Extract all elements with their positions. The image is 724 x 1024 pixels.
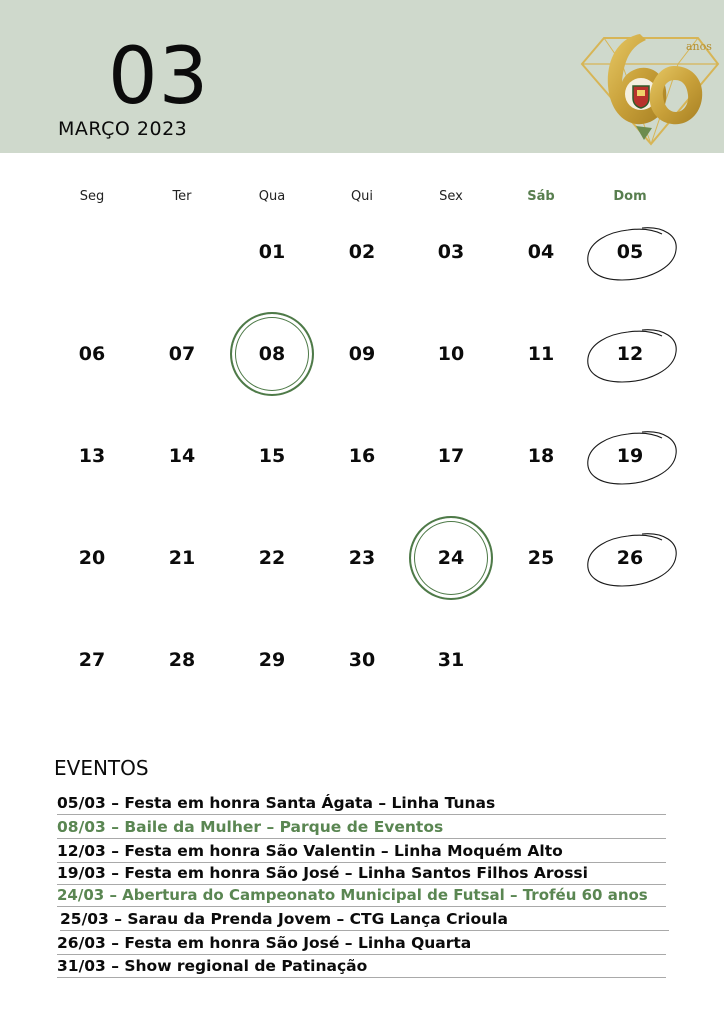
calendar-day-29: 29 [258, 649, 286, 671]
events-title: EVENTOS [54, 756, 149, 780]
event-item: 24/03 – Abertura do Campeonato Municipal de Futsal – Troféu 60 anos [57, 884, 666, 907]
calendar-day-27: 27 [78, 649, 106, 671]
weekday-header: Qui [350, 189, 374, 204]
calendar-day-19: 19 [616, 445, 644, 467]
weekday-header: Dom [613, 189, 647, 204]
calendar-day-14: 14 [168, 445, 196, 467]
month-label: MARÇO 2023 [58, 118, 188, 140]
calendar-day-03: 03 [437, 241, 465, 263]
weekday-header: Seg [79, 189, 105, 204]
calendar-day-02: 02 [348, 241, 376, 263]
calendar-day-25: 25 [527, 547, 555, 569]
calendar-day-15: 15 [258, 445, 286, 467]
header-band [0, 0, 724, 153]
calendar-day-17: 17 [437, 445, 465, 467]
calendar-day-20: 20 [78, 547, 106, 569]
event-item: 31/03 – Show regional de Patinação [57, 955, 666, 978]
calendar-day-18: 18 [527, 445, 555, 467]
calendar-day-24: 24 [437, 547, 465, 569]
event-item: 05/03 – Festa em honra Santa Ágata – Linha Tunas [57, 792, 666, 815]
calendar-day-22: 22 [258, 547, 286, 569]
calendar-day-31: 31 [437, 649, 465, 671]
anniversary-crest-icon [578, 28, 722, 148]
calendar-day-07: 07 [168, 343, 196, 365]
calendar-day-11: 11 [527, 343, 555, 365]
calendar-day-01: 01 [258, 241, 286, 263]
calendar-day-26: 26 [616, 547, 644, 569]
weekday-header: Ter [172, 189, 192, 204]
calendar-day-28: 28 [168, 649, 196, 671]
event-item: 25/03 – Sarau da Prenda Jovem – CTG Lança Crioula [60, 908, 669, 931]
weekday-header: Sáb [527, 189, 555, 204]
calendar-day-16: 16 [348, 445, 376, 467]
weekday-header: Qua [258, 189, 286, 204]
calendar-day-09: 09 [348, 343, 376, 365]
event-item: 12/03 – Festa em honra São Valentin – Linha Moquém Alto [57, 840, 666, 863]
calendar-day-23: 23 [348, 547, 376, 569]
weekday-header: Sex [439, 189, 463, 204]
calendar-day-10: 10 [437, 343, 465, 365]
calendar-day-13: 13 [78, 445, 106, 467]
calendar-day-08: 08 [258, 343, 286, 365]
svg-text:anos: anos [686, 40, 712, 53]
calendar-day-04: 04 [527, 241, 555, 263]
calendar-day-06: 06 [78, 343, 106, 365]
calendar-day-21: 21 [168, 547, 196, 569]
event-item: 08/03 – Baile da Mulher – Parque de Eventos [57, 816, 666, 839]
calendar-day-30: 30 [348, 649, 376, 671]
event-item: 26/03 – Festa em honra São José – Linha Quarta [57, 932, 666, 955]
calendar-day-05: 05 [616, 241, 644, 263]
month-number: 03 [108, 32, 210, 122]
event-item: 19/03 – Festa em honra São José – Linha Santos Filhos Arossi [57, 862, 666, 885]
calendar-day-12: 12 [616, 343, 644, 365]
